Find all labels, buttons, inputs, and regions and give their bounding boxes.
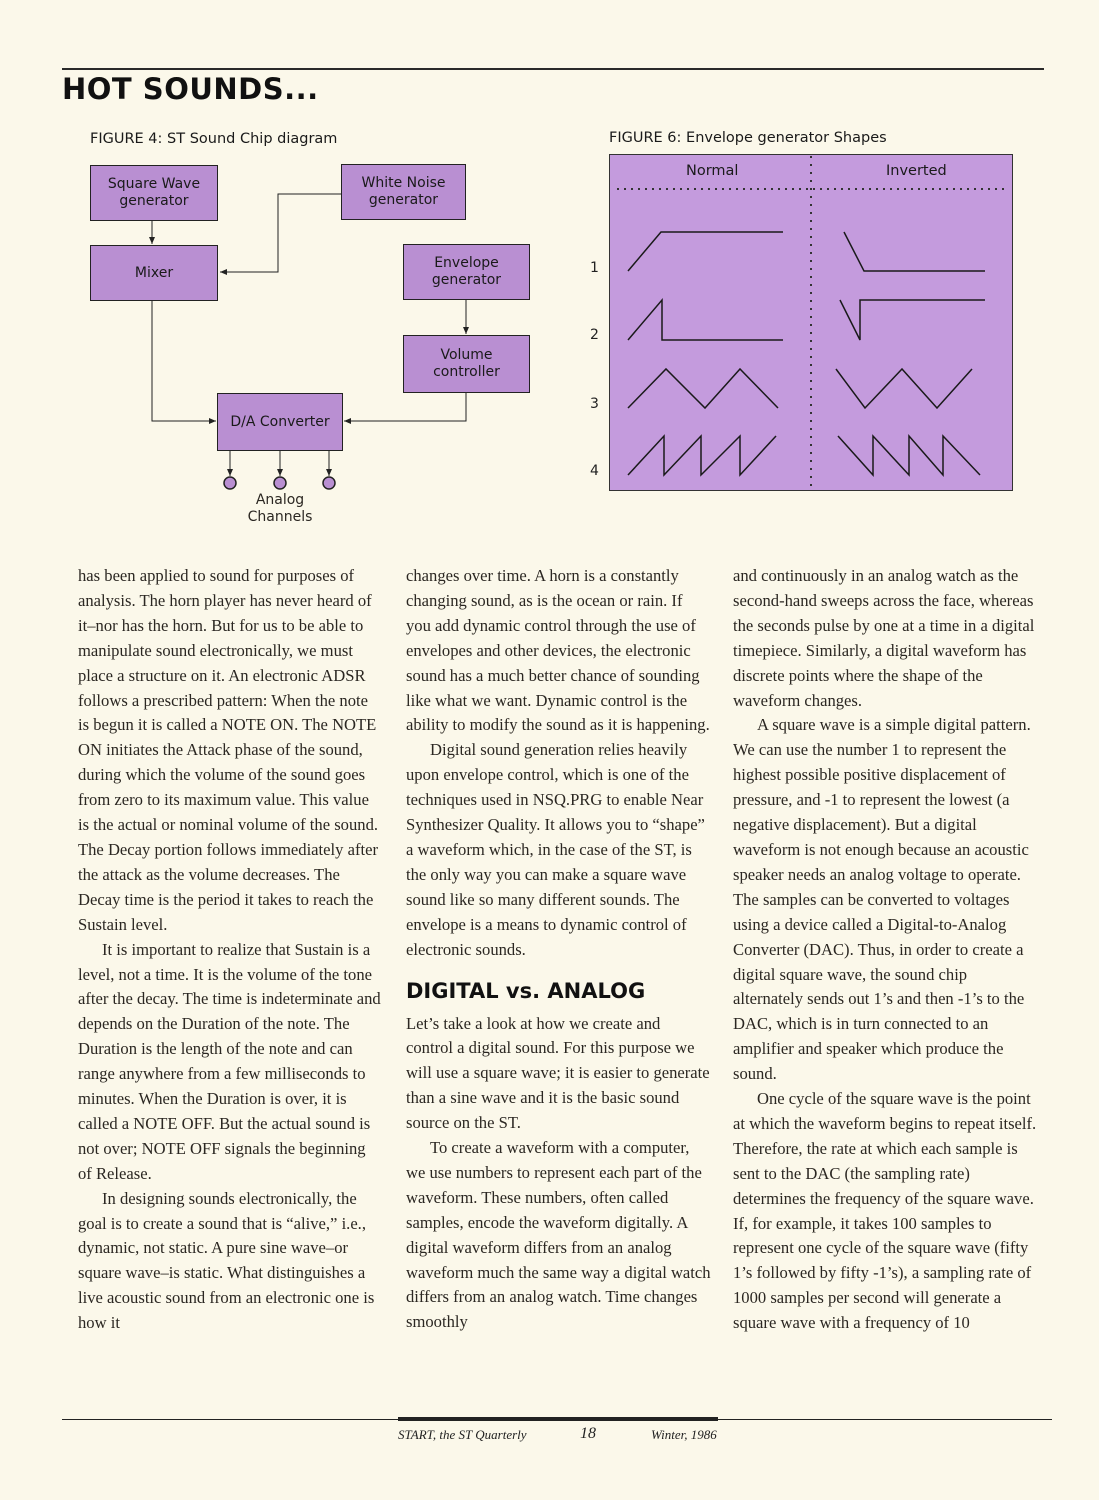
inverted-column-header: Inverted [886,163,947,179]
envelope-generator-box: Envelope generator [403,244,530,300]
row-label-2: 2 [590,327,599,343]
paragraph: To create a waveform with a computer, we use numbers to represent each part of the waveform. These numbers, often called samples, encode the waveform digitally. A digital waveform differs from an analog waveform much the same way a digital watch differs from an analog watch. Time changes smoothly [406,1138,711,1332]
shape-normal-2 [628,300,783,340]
paragraph: A square wave is a simple digital pattern. We can use the number 1 to represent the highest possible positive displacement of pressure, and -1 to represent the lowest (a negative displacement). But a digital waveform is not enough because an acoustic speaker needs an analog voltage to operate. The samples can be converted to voltages using a device called a Digital-to-Analog Converter (DAC). Thus, in order to create a digital square wave, the sound chip alternately sends out 1’s and then -1’s to the DAC, which is in turn connected to an amplifier and speaker which produce the sound. [733,715,1031,1084]
shape-normal-3 [628,369,778,408]
shape-inverted-4 [838,436,980,475]
footer-issue: Winter, 1986 [651,1427,717,1442]
paragraph: Let’s take a look at how we create and control a digital sound. For this purpose we will use a square wave; it is easier to generate than a sine wave and it is the basic sound source on the ST. [406,1013,710,1133]
paragraph: and continuously in an analog watch as the second-hand sweeps across the face, whereas the seconds pulse by one at a time in a digital timepiece. Similarly, a digital waveform has discrete points where the shape of the waveform changes. [733,566,1035,710]
text-column-1 [78,564,383,1336]
footer-publication: START, the ST Quarterly [398,1427,527,1442]
page-title: HOT SOUNDS... [62,72,319,106]
envelope-shapes-drawing [0,0,1099,560]
paragraph: changes over time. A horn is a constantly changing sound, as is the ocean or rain. If you add dynamic control through the use of envelopes and other devices, the electronic sound has a much better chance of sounding like what we want. Dynamic control is the ability to modify the sound as it is happening. [406,566,710,735]
footer-rule-bar [398,1417,718,1421]
analog-channels-label: Analog Channels [247,492,313,525]
paragraph: In designing sounds electronically, the goal is to create a sound that is “alive,” i.e., dynamic, not static. A pure sine wave–or square wave–is static. What distinguishes a live acoustic sound from an electronic one is how it [78,1188,375,1333]
text-column-2 [406,564,711,1335]
row-label-3: 3 [590,396,599,412]
normal-column-header: Normal [686,163,739,179]
text-column-3 [733,564,1038,1336]
da-converter-box: D/A Converter [217,393,343,451]
figure6-caption: FIGURE 6: Envelope generator Shapes [609,130,887,146]
paragraph: Digital sound generation relies heavily upon envelope control, which is one of the techniques used in NSQ.PRG to enable Near Synthesizer Quality. It allows you to “shape” a waveform which, in the case of the ST, is the only way you can make a square wave sound like so many different sounds. The envelope is a means to dynamic control of electronic sounds. [406,740,705,959]
paragraph: has been applied to sound for purposes of analysis. The horn player has never heard of it–nor has the horn. But for us to be able to manipulate sound electronically, we must place a structure on it. An electronic ADSR follows a prescribed pattern: When the note is begun it is called a NOTE ON. The NOTE ON initiates the Attack phase of the sound, during which the volume of the sound goes from zero to its maximum value. This value is the actual or nominal volume of the sound. The Decay portion follows immediately after the attack as the volume decreases. The Decay time is the period it takes to reach the Sustain level. [78,566,379,934]
shape-normal-1 [628,232,783,271]
mixer-box: Mixer [90,245,218,301]
shape-normal-4 [628,436,776,475]
shape-inverted-2 [840,300,985,340]
shape-inverted-1 [844,232,985,271]
row-label-1: 1 [590,260,599,276]
row-label-4: 4 [590,463,599,479]
volume-controller-box: Volume controller [403,335,530,393]
paragraph: It is important to realize that Sustain is a level, not a time. It is the volume of the tone after the decay. The time is indeterminate and depends on the Duration of the note. The Duration is the length of the note and can range anywhere from a few milliseconds to minutes. When the Duration is over, it is called a NOTE OFF. But the actual sound is not over; NOTE OFF signals the beginning of Release. [78,939,381,1183]
shape-inverted-3 [836,369,972,408]
section-heading: DIGITAL vs. ANALOG [406,978,646,1003]
page-number: 18 [580,1425,596,1442]
white-noise-generator-box: White Noise generator [341,164,466,220]
figure4-caption: FIGURE 4: ST Sound Chip diagram [90,131,338,147]
square-wave-generator-box: Square Wave generator [90,165,218,221]
paragraph: One cycle of the square wave is the point at which the waveform begins to repeat itself. Therefore, the rate at which each sample is sent to the DAC (the sampling rate) determines the frequency of the square wave. If, for example, it takes 100 samples to represent one cycle of the square wave (fifty 1’s followed by fifty -1’s), a sampling rate of 1000 samples per second will generate a square wave with a frequency of 10 [733,1089,1037,1333]
